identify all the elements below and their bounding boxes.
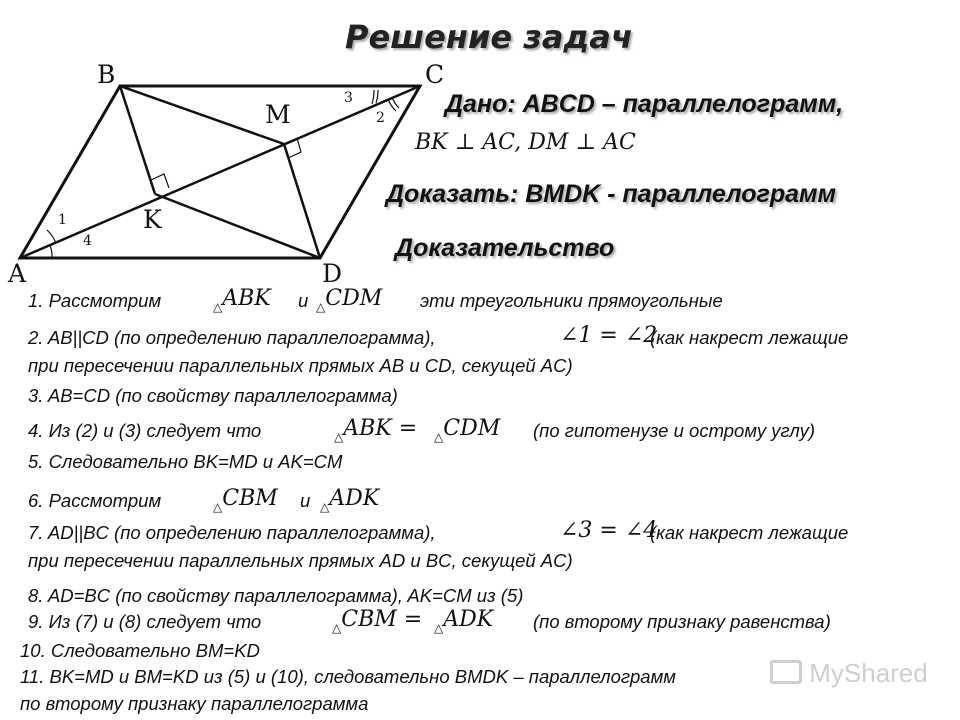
- step-11-continuation: по второму признаку параллелограмма: [20, 693, 369, 714]
- right-angle-mark-k: [151, 174, 169, 188]
- vertex-label-c: C: [425, 60, 445, 89]
- diagonal-ac: [20, 86, 420, 258]
- step-2-reason: (как накрест лежащие: [650, 327, 849, 348]
- step-1-triangle-cdm: $_\triangle$CDM: [316, 286, 383, 314]
- vertex-label-d: D: [322, 259, 343, 288]
- segment-md: [284, 144, 320, 258]
- segment-bk: [120, 86, 155, 194]
- step-1-triangle-abk: $_\triangle$ABK: [213, 286, 271, 314]
- angle-arc-1: [47, 230, 56, 243]
- step-9-text: 9. Из (7) и (8) следует что: [28, 611, 262, 632]
- step-7-reason: (как накрест лежащие: [650, 522, 849, 543]
- triangle-icon: △: [213, 300, 223, 314]
- point-label-k: K: [143, 205, 162, 234]
- page-title: Решение задач: [345, 18, 633, 56]
- segment-kd: [155, 194, 320, 258]
- angle-label-2: 2: [376, 110, 385, 126]
- angle-arc-2-outer: [388, 99, 396, 111]
- step-5-text: 5. Следовательно BK=MD и AK=CM: [28, 451, 343, 472]
- step-2-angle-equality: ∠1 = ∠2: [560, 323, 658, 348]
- step-2-text: 2. AB||CD (по определению параллелограмма),: [28, 327, 436, 348]
- step-1-and: и: [298, 290, 309, 311]
- angle-arc-4: [50, 245, 52, 258]
- vertex-label-a: A: [8, 259, 27, 288]
- step-9-reason: (по второму признаку равенства): [533, 611, 831, 632]
- step-8-text: 8. AD=BC (по свойству параллелограмма), AK=CM из (5): [28, 585, 524, 606]
- angle-arc-3-inner: [376, 90, 378, 103]
- step-11-text: 11. BK=MD и BM=KD из (5) и (10), следовательно BMDK – параллелограмм: [20, 666, 676, 687]
- step-4-reason: (по гипотенузе и острому углу): [533, 420, 816, 441]
- given-perp-bk-ac: BK ⊥ AC,: [415, 130, 522, 155]
- triangle-icon: △: [334, 430, 344, 444]
- prove-statement: Доказать: BMDK - параллелограмм: [386, 180, 837, 208]
- watermark-logo: MyShared: [770, 658, 928, 689]
- step-3-text: 3. AB=CD (по свойству параллелограмма): [28, 385, 398, 406]
- given-perp-dm-ac: DM ⊥ AC: [528, 130, 636, 155]
- angle-label-4: 4: [83, 233, 92, 249]
- step-4-triangle-abk: $_\triangle$ABK =: [334, 416, 418, 444]
- step-2-continuation: при пересечении параллельных прямых AB и CD, секущей AC): [28, 355, 573, 376]
- step-7-text: 7. AD||BC (по определению параллелограмма),: [28, 522, 436, 543]
- angle-arc-3-outer: [372, 90, 374, 104]
- triangle-icon: △: [316, 300, 326, 314]
- parallelogram-figure: [0, 0, 440, 300]
- step-9-triangle-cbm: $_\triangle$CBM =: [332, 607, 423, 635]
- proof-heading: Доказательство: [395, 234, 615, 262]
- segment-bm: [120, 86, 284, 144]
- point-label-m: M: [265, 100, 291, 129]
- given-heading: Дано: ABCD – параллелограмм,: [445, 90, 844, 118]
- triangle-icon: △: [434, 430, 444, 444]
- vertex-label-b: B: [97, 60, 116, 89]
- step-4-triangle-cdm: $_\triangle$CDM: [434, 416, 501, 444]
- given-perpendiculars: [415, 130, 636, 155]
- step-10-text: 10. Следовательно BM=KD: [20, 640, 260, 661]
- step-6-label: 6. Рассмотрим: [28, 490, 162, 511]
- step-9-triangle-adk: $_\triangle$ADK: [434, 607, 494, 635]
- angle-label-1: 1: [58, 212, 67, 228]
- triangle-icon: △: [332, 621, 342, 635]
- step-1-note: эти треугольники прямоугольные: [420, 290, 723, 311]
- step-1-label: 1. Рассмотрим: [28, 290, 162, 311]
- angle-arc-2-inner: [392, 97, 399, 108]
- step-6-and: и: [300, 490, 311, 511]
- triangle-icon: △: [213, 500, 223, 514]
- triangle-icon: △: [320, 500, 330, 514]
- watermark-monitor-icon: [770, 660, 802, 684]
- step-4-text: 4. Из (2) и (3) следует что: [28, 420, 262, 441]
- step-7-angle-equality: ∠3 = ∠4: [560, 518, 658, 543]
- triangle-icon: △: [434, 621, 444, 635]
- step-6-triangle-cbm: $_\triangle$CBM: [213, 486, 278, 514]
- step-7-continuation: при пересечении параллельных прямых AD и BC, секущей AC): [28, 550, 573, 571]
- step-6-triangle-adk: $_\triangle$ADK: [320, 486, 380, 514]
- angle-label-3: 3: [344, 90, 353, 106]
